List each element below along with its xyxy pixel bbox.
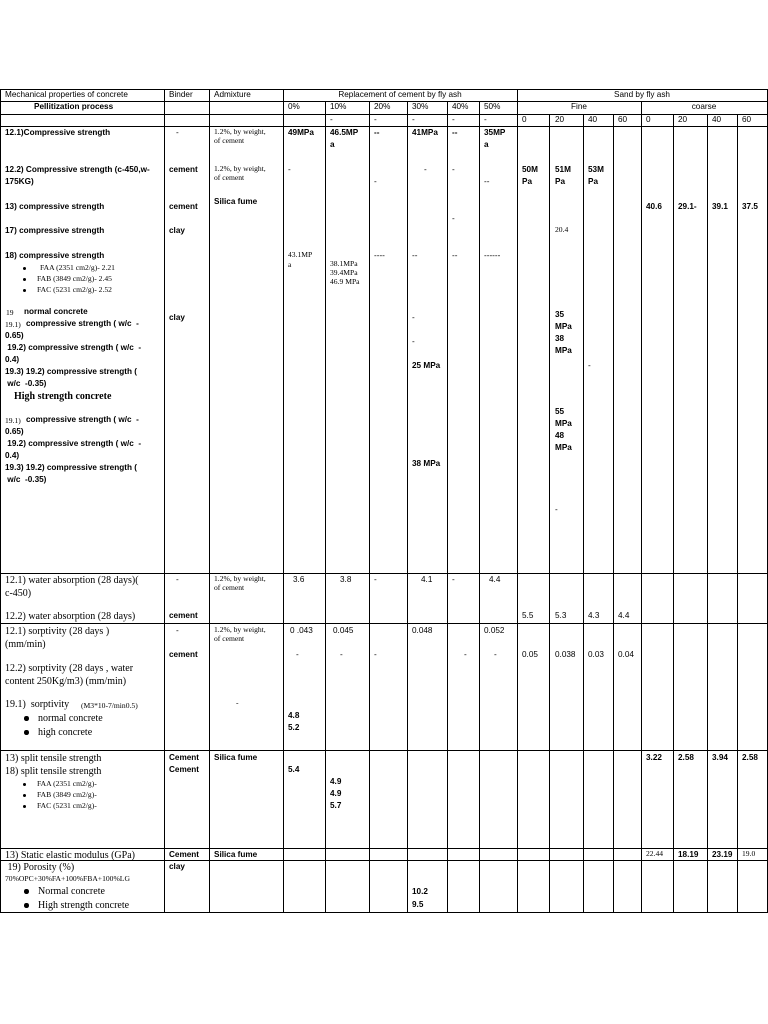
fly-ash-type: FAC (5231 cm2/g)-	[37, 801, 97, 810]
cell-value: 25 MPa	[412, 361, 441, 370]
row-label: high concrete	[38, 727, 93, 738]
cell-value: -	[555, 505, 558, 514]
binder-value: Cement	[169, 753, 200, 762]
cell-value: a	[484, 140, 489, 149]
row-label: 19.2) compressive strength ( w/c -	[5, 343, 142, 352]
bullet-icon	[24, 716, 29, 721]
row-number: 19	[6, 308, 14, 317]
cell-value: 23.19	[712, 850, 733, 859]
cell-value: 2.58	[678, 753, 694, 762]
table-line	[707, 114, 708, 913]
admixture-value: Silica fume	[214, 850, 258, 859]
rep-pct-30: 30%	[412, 102, 429, 111]
cell-value: -	[424, 165, 427, 174]
admixture-value: of cement	[214, 583, 245, 592]
binder-value: -	[176, 128, 179, 137]
cell-value: 0.045	[333, 626, 354, 635]
cell-value: 0.04	[618, 650, 634, 659]
header-property: Mechanical properties of concrete	[5, 90, 128, 99]
header-admixture: Admixture	[214, 90, 251, 99]
cell-value: 53M	[588, 165, 604, 174]
row-label: content 250Kg/m3) (mm/min)	[5, 676, 127, 687]
cell-value: a	[330, 140, 335, 149]
table-line	[369, 101, 370, 913]
sand-pct: 40	[588, 115, 598, 124]
row-label: 17) compressive strength	[5, 226, 105, 235]
cell-value: 35	[555, 310, 565, 319]
cell-value: MPa	[555, 419, 572, 428]
header-process: Pellitization process	[34, 102, 114, 111]
row-label: c-450)	[5, 588, 32, 599]
cell-value: 50M	[522, 165, 538, 174]
cell-value: 4.8	[288, 711, 300, 720]
cell-value: -	[374, 177, 377, 186]
cell-value: 39.1	[712, 202, 728, 211]
table-line	[641, 101, 642, 913]
row-label: w/c -0.35)	[5, 379, 47, 388]
cell-value: 0.052	[484, 626, 505, 635]
cell-value: -	[588, 361, 591, 370]
rep-dash: -	[412, 115, 415, 124]
cell-value: 41MPa	[412, 128, 438, 137]
table-line	[283, 89, 284, 913]
row-label: 18) compressive strength	[5, 251, 105, 260]
cell-value: -	[374, 650, 377, 659]
cell-value: 0.048	[412, 626, 433, 635]
cell-value: Pa	[522, 177, 533, 186]
cell-value: 4.1	[421, 575, 433, 584]
binder-value: Cement	[169, 765, 200, 774]
binder-value: cement	[169, 202, 198, 211]
row-label: normal concrete	[38, 713, 103, 724]
cell-value: 43.1MP	[288, 250, 313, 259]
row-label: 13) Static elastic modulus (GPa)	[5, 850, 135, 861]
cell-value: 46.9 MPa	[330, 277, 360, 286]
binder-value: clay	[169, 313, 185, 322]
row-label: 19.1) sorptivity	[5, 699, 70, 710]
cell-value: -	[296, 650, 299, 659]
cell-value: -	[374, 575, 377, 584]
row-label: 19.1)	[5, 320, 21, 329]
row-label: 12.1) sorptivity (28 days )	[5, 626, 110, 637]
cell-value: 38 MPa	[412, 459, 441, 468]
row-label: 19) Porosity (%)	[5, 862, 75, 873]
cell-value: --	[452, 251, 458, 260]
cell-value: 3.8	[340, 575, 352, 584]
row-label: 19.1)	[5, 416, 21, 425]
cell-value: -	[412, 337, 415, 346]
table-line	[0, 114, 768, 115]
row-label: 18) split tensile strength	[5, 766, 102, 777]
cell-value: 5.5	[522, 611, 534, 620]
row-label: 0.4)	[5, 451, 20, 460]
cell-value: 19.0	[742, 849, 756, 858]
cell-value: 3.22	[646, 753, 662, 762]
cell-value: 4.3	[588, 611, 600, 620]
sand-pct: 0	[646, 115, 651, 124]
row-label: compressive strength ( w/c -	[26, 319, 139, 328]
cell-value: ----	[374, 251, 385, 260]
row-label: 19.2) compressive strength ( w/c -	[5, 439, 142, 448]
sand-pct: 60	[618, 115, 628, 124]
table-line	[549, 114, 550, 913]
header-binder: Binder	[169, 90, 193, 99]
row-label: High strength concrete	[14, 391, 112, 402]
cell-value: 18.19	[678, 850, 699, 859]
rep-dash: -	[330, 115, 333, 124]
cell-value: 35MP	[484, 128, 506, 137]
cell-value: 20.4	[555, 225, 569, 234]
table-line	[407, 101, 408, 913]
sand-pct: 40	[712, 115, 722, 124]
rep-dash: -	[452, 115, 455, 124]
cell-value: 0 .043	[290, 626, 313, 635]
table-line	[0, 912, 768, 913]
admixture-value: Silica fume	[214, 753, 258, 762]
binder-value: -	[176, 575, 179, 584]
table-line	[0, 623, 768, 624]
cell-value: MPa	[555, 346, 572, 355]
cell-value: 2.58	[742, 753, 758, 762]
admixture-value: 1.2%, by weight,	[214, 625, 266, 634]
binder-value: cement	[169, 611, 198, 620]
cell-value: --	[484, 177, 490, 186]
cell-value: 4.9	[330, 777, 342, 786]
cell-value: 4.4	[489, 575, 501, 584]
admixture-value: of cement	[214, 173, 245, 182]
table-line	[583, 114, 584, 913]
admixture-value: 1.2%, by weight,	[214, 164, 266, 173]
rep-pct-40: 40%	[452, 102, 469, 111]
sand-pct: 60	[742, 115, 752, 124]
binder-value: clay	[169, 226, 185, 235]
table-line	[613, 114, 614, 913]
cell-value: 37.5	[742, 202, 758, 211]
cell-value: 39.4MPa	[330, 268, 358, 277]
cell-value: 5.2	[288, 723, 300, 732]
header-coarse: coarse	[691, 102, 717, 111]
row-label: 12.2) Compressive strength (c-450,w-	[5, 165, 150, 174]
table-line	[164, 89, 165, 913]
bullet-icon	[23, 794, 26, 797]
row-label: 19.3) 19.2) compressive strength (	[5, 367, 137, 376]
cell-value: 5.4	[288, 765, 300, 774]
row-label: 12.2) water absorption (28 days)	[5, 611, 136, 622]
table-line	[479, 101, 480, 913]
cell-value: MPa	[555, 443, 572, 452]
cell-value: 4.9	[330, 789, 342, 798]
row-label: 19.3) 19.2) compressive strength (	[5, 463, 137, 472]
table-line	[0, 126, 768, 127]
cell-value: 0.03	[588, 650, 604, 659]
cell-value: Pa	[588, 177, 599, 186]
row-label: 70%OPC+30%FA+100%FBA+100%LG	[5, 874, 130, 883]
cell-value: Pa	[555, 177, 566, 186]
row-label: 0.4)	[5, 355, 20, 364]
rep-pct-50: 50%	[484, 102, 501, 111]
bullet-icon	[24, 730, 29, 735]
rep-dash: -	[374, 115, 377, 124]
binder-value: cement	[169, 165, 198, 174]
row-unit: (M3*10-7/min0.5)	[81, 701, 138, 710]
header-sand: Sand by fly ash	[614, 90, 670, 99]
table-line	[209, 89, 210, 913]
row-label: 0.65)	[5, 331, 24, 340]
header-fine: Fine	[571, 102, 587, 111]
fly-ash-type: FAC (5231 cm2/g)- 2.52	[37, 285, 112, 294]
cell-value: 55	[555, 407, 565, 416]
cell-value: 29.1-	[678, 202, 697, 211]
cell-value: -	[464, 650, 467, 659]
admixture-value: 1.2%, by weight,	[214, 127, 266, 136]
cell-value: ------	[484, 251, 501, 260]
cell-value: 0.05	[522, 650, 538, 659]
fly-ash-type: FAA (2351 cm2/g)- 2.21	[40, 263, 115, 272]
binder-value: clay	[169, 862, 185, 871]
row-label: compressive strength ( w/c -	[26, 415, 139, 424]
sand-pct: 20	[555, 115, 565, 124]
cell-value: -	[452, 214, 455, 223]
cell-value: --	[374, 128, 380, 137]
admixture-value: Silica fume	[214, 197, 258, 206]
binder-value: -	[176, 626, 179, 635]
row-label: 12.1) water absorption (28 days)(	[5, 575, 139, 586]
cell-value: 3.94	[712, 753, 728, 762]
row-label: 0.65)	[5, 427, 24, 436]
bullet-icon	[24, 889, 29, 894]
rep-pct-10: 10%	[330, 102, 347, 111]
sand-pct: 0	[522, 115, 527, 124]
bullet-icon	[23, 805, 26, 808]
bullet-icon	[23, 267, 26, 270]
admixture-value: of cement	[214, 136, 245, 145]
row-label: w/c -0.35)	[5, 475, 47, 484]
cell-value: -	[412, 313, 415, 322]
table-line	[447, 101, 448, 913]
cell-value: -	[452, 165, 455, 174]
rep-dash: -	[484, 115, 487, 124]
cell-value: 38.1MPa	[330, 259, 358, 268]
row-label: 13) split tensile strength	[5, 753, 102, 764]
admixture-value: of cement	[214, 634, 245, 643]
row-label: Normal concrete	[38, 886, 105, 897]
cell-value: 10.2	[412, 887, 428, 896]
bullet-icon	[23, 289, 26, 292]
row-label: (mm/min)	[5, 639, 46, 650]
cell-value: -	[288, 165, 291, 174]
cell-value: -	[494, 650, 497, 659]
fly-ash-type: FAB (3849 cm2/g)- 2.45	[37, 274, 112, 283]
cell-value: 46.5MP	[330, 128, 359, 137]
cell-value: 4.4	[618, 611, 630, 620]
table-line	[517, 89, 518, 913]
row-label: normal concrete	[24, 307, 88, 316]
admixture-value: -	[236, 698, 239, 707]
binder-value: cement	[169, 650, 198, 659]
admixture-value: 1.2%, by weight,	[214, 574, 266, 583]
rep-pct-20: 20%	[374, 102, 391, 111]
cell-value: MPa	[555, 322, 572, 331]
cell-value: 51M	[555, 165, 571, 174]
cell-value: 22.44	[646, 849, 664, 858]
cell-value: a	[288, 260, 292, 269]
cell-value: --	[452, 128, 458, 137]
cell-value: 38	[555, 334, 565, 343]
bullet-icon	[23, 278, 26, 281]
table-line	[0, 750, 768, 751]
cell-value: 5.7	[330, 801, 342, 810]
table-line	[0, 89, 1, 913]
cell-value: 5.3	[555, 611, 567, 620]
cell-value: 3.6	[293, 575, 305, 584]
cell-value: -	[452, 575, 455, 584]
binder-value: Cement	[169, 850, 200, 859]
row-label: High strength concrete	[38, 900, 130, 911]
row-label: 12.2) sorptivity (28 days , water	[5, 663, 134, 674]
fly-ash-type: FAB (3849 cm2/g)-	[37, 790, 97, 799]
header-replacement: Replacement of cement by fly ash	[338, 90, 462, 99]
row-label: 12.1)Compressive strength	[5, 128, 111, 137]
table-line	[325, 101, 326, 913]
row-label: 175KG)	[5, 177, 34, 186]
cell-value: --	[412, 251, 418, 260]
fly-ash-type: FAA (2351 cm2/g)-	[37, 779, 97, 788]
cell-value: -	[340, 650, 343, 659]
table-line	[737, 114, 738, 913]
bullet-icon	[23, 783, 26, 786]
cell-value: 40.6	[646, 202, 662, 211]
cell-value: 9.5	[412, 900, 424, 909]
rep-pct-0: 0%	[288, 102, 300, 111]
row-label: 13) compressive strength	[5, 202, 105, 211]
cell-value: 49MPa	[288, 128, 314, 137]
bullet-icon	[24, 903, 29, 908]
table-line	[673, 114, 674, 913]
sand-pct: 20	[678, 115, 688, 124]
cell-value: 48	[555, 431, 565, 440]
cell-value: 0.038	[555, 650, 576, 659]
